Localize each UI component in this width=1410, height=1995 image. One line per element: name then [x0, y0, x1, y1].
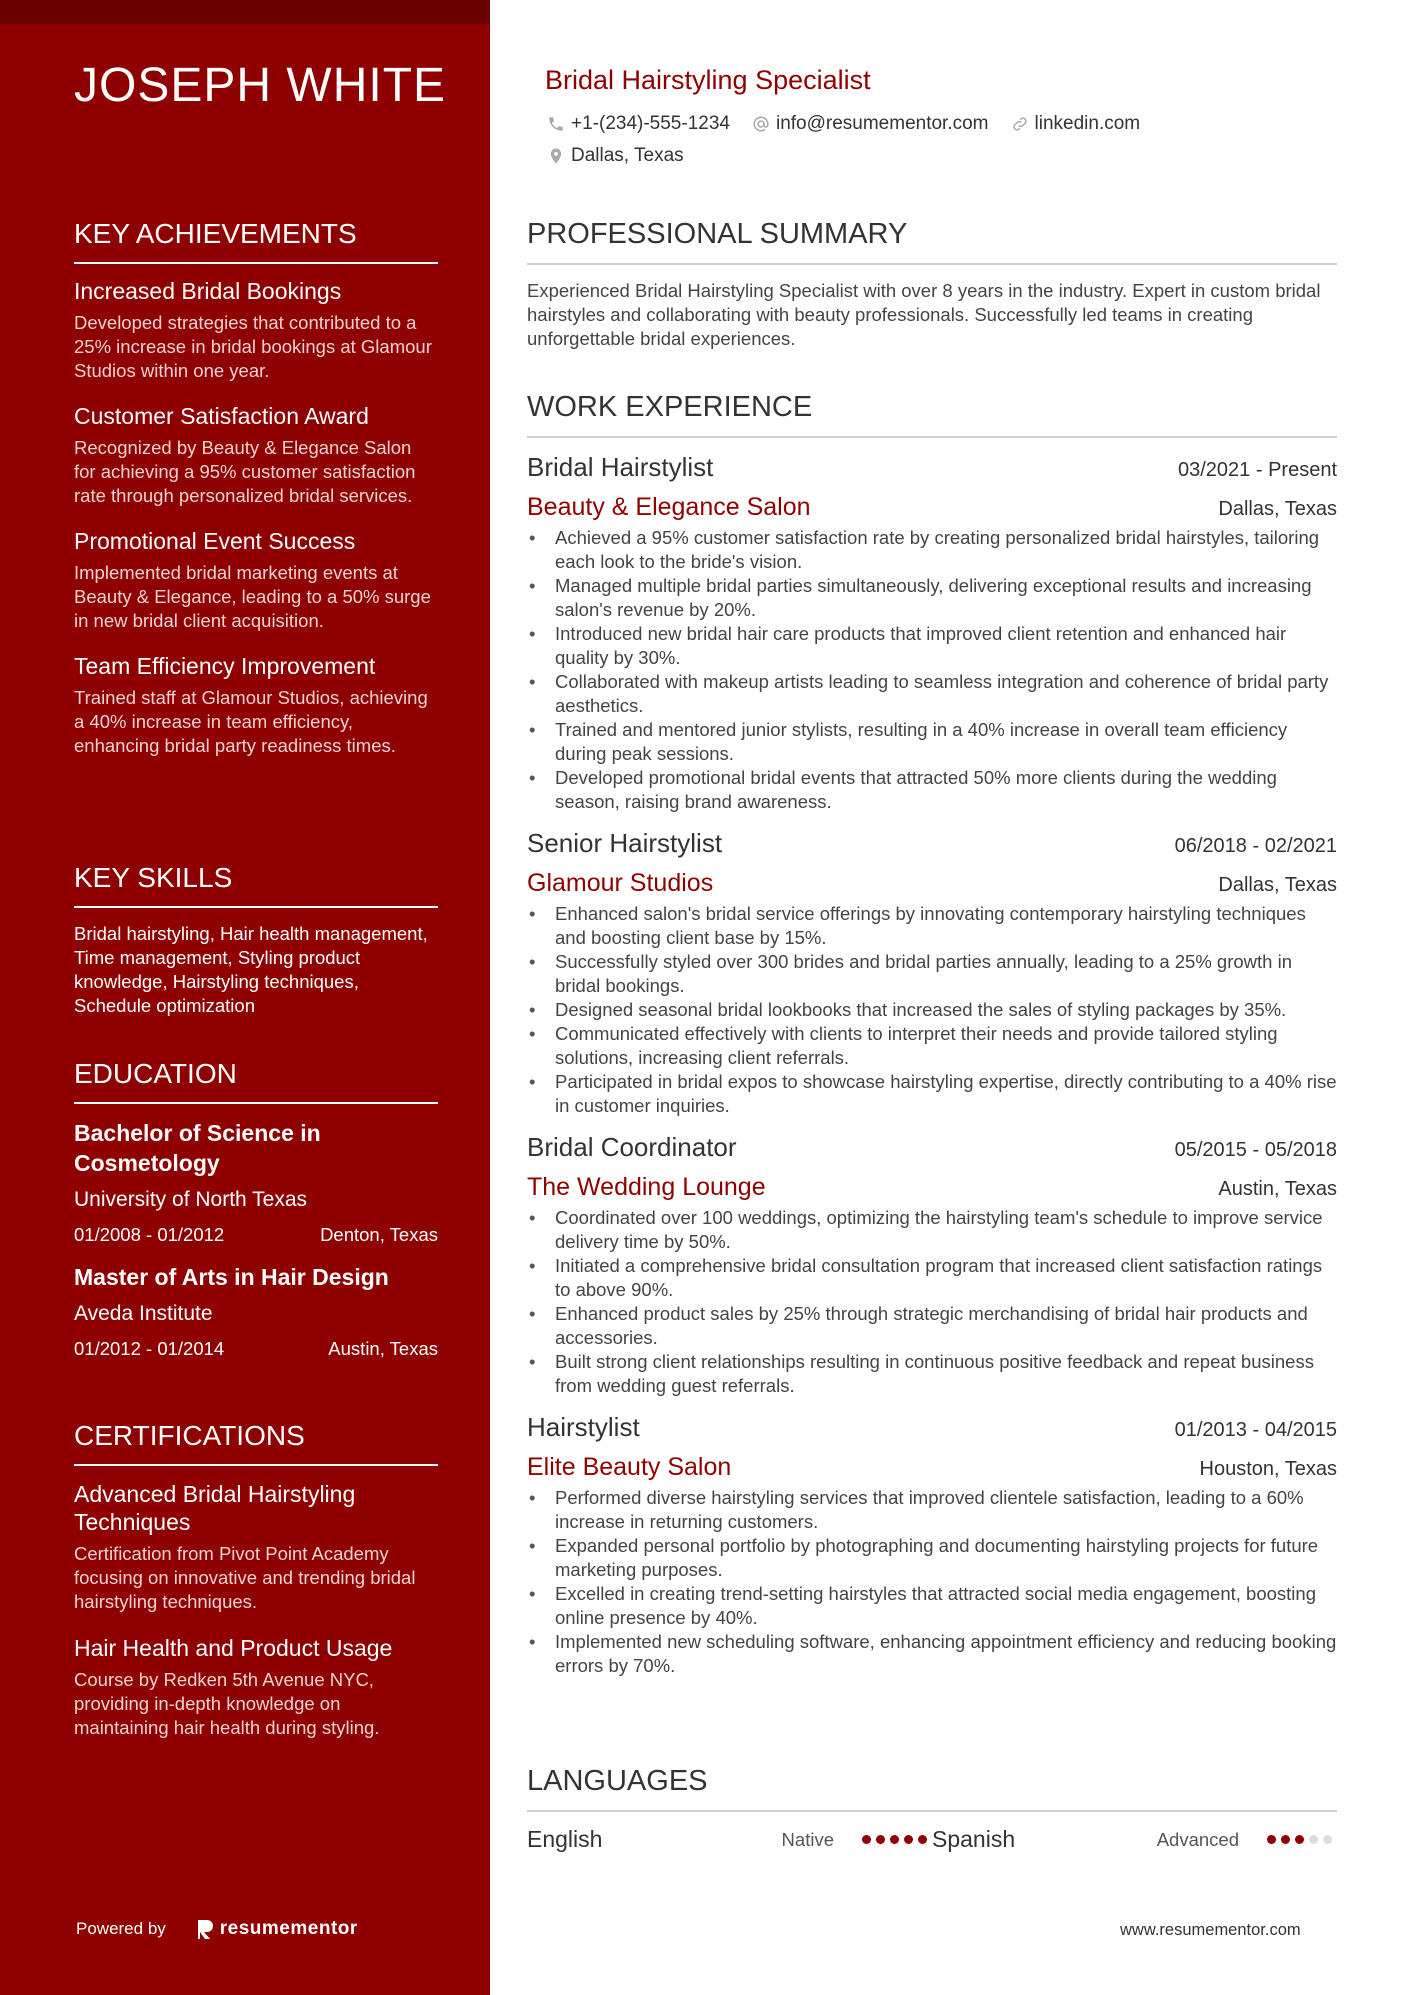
footer-url[interactable]: www.resumementor.com — [1120, 1921, 1301, 1939]
rating-dot — [1267, 1835, 1276, 1844]
certification-title: Advanced Bridal Hairstyling Techniques — [74, 1481, 356, 1535]
powered-by-label: Powered by — [76, 1919, 166, 1938]
contact-email[interactable] — [752, 113, 989, 135]
education-item — [74, 1262, 438, 1360]
job-location: Dallas, Texas — [1218, 498, 1337, 520]
achievement-item — [74, 278, 438, 383]
certification-title: Hair Health and Product Usage — [74, 1635, 393, 1661]
job-bullet: • Designed seasonal bridal lookbooks that increased the sales of styling packages by 35%. — [527, 998, 1337, 1022]
rating-dot — [918, 1835, 927, 1844]
education-school: University of North Texas — [74, 1188, 308, 1211]
education-location: Denton, Texas — [320, 1224, 438, 1245]
job-role: Bridal Coordinator — [527, 1132, 737, 1162]
job-title: Bridal Hairstyling Specialist — [545, 65, 871, 95]
achievement-item — [74, 528, 438, 633]
job-header — [527, 1132, 1337, 1163]
at-icon — [752, 115, 770, 133]
education-meta — [74, 1224, 438, 1246]
job-dates: 01/2013 - 04/2015 — [1174, 1419, 1337, 1441]
job-bullet: • Managed multiple bridal parties simultaneously, delivering exceptional results and increasing salon's revenue by 20%. — [527, 574, 1337, 622]
achievement-description: Trained staff at Glamour Studios, achieving a 40% increase in team efficiency, enhancing bridal party readiness times. — [74, 687, 428, 756]
language-rating — [862, 1835, 932, 1844]
certifications-section — [74, 1420, 438, 1760]
job-bullet: • Developed promotional bridal events that attracted 50% more clients during the wedding season, raising brand awareness. — [527, 766, 1337, 814]
sidebar — [0, 0, 490, 1995]
job-bullets — [527, 902, 1337, 1118]
job-company: Beauty & Elegance Salon — [527, 493, 811, 521]
job-bullet: • Built strong client relationships resulting in continuous positive feedback and repeat business from wedding guest referrals. — [527, 1350, 1337, 1398]
achievement-title: Promotional Event Success — [74, 528, 356, 554]
achievements-heading: KEY ACHIEVEMENTS — [74, 218, 438, 264]
job-entry — [527, 452, 1337, 814]
job-bullet: • Implemented new scheduling software, enhancing appointment efficiency and reducing booking errors by 70%. — [527, 1630, 1337, 1678]
job-company: Glamour Studios — [527, 869, 714, 897]
rating-dot — [1323, 1835, 1332, 1844]
job-subheader — [527, 493, 1337, 522]
job-bullet: • Expanded personal portfolio by photographing and documenting hairstyling projects for future marketing purposes. — [527, 1534, 1337, 1582]
job-bullet: • Initiated a comprehensive bridal consultation program that increased client satisfaction ratings to above 90%. — [527, 1254, 1337, 1302]
achievement-description: Implemented bridal marketing events at Beauty & Elegance, leading to a 50% surge in new bridal client acquisition. — [74, 562, 431, 631]
achievement-description: Developed strategies that contributed to a 25% increase in bridal bookings at Glamour Studios within one year. — [74, 312, 432, 381]
job-bullet: • Enhanced product sales by 25% through strategic merchandising of bridal hair products and accessories. — [527, 1302, 1337, 1350]
achievements-section — [74, 218, 438, 778]
language-level: Advanced — [1156, 1828, 1239, 1850]
job-subheader — [527, 869, 1337, 898]
location-pin-icon — [547, 147, 565, 165]
rating-dot — [904, 1835, 913, 1844]
experience-heading: WORK EXPERIENCE — [527, 391, 1337, 438]
job-bullet: • Successfully styled over 300 brides and bridal parties annually, leading to a 25% growth in bridal bookings. — [527, 950, 1337, 998]
languages-section — [527, 1765, 1337, 1853]
education-item — [74, 1118, 438, 1246]
experience-section — [527, 391, 1337, 1692]
education-heading: EDUCATION — [74, 1058, 438, 1104]
education-dates: 01/2008 - 01/2012 — [74, 1224, 225, 1245]
achievement-item — [74, 403, 438, 508]
job-bullet: • Participated in bridal expos to showcase hairstyling expertise, directly contributing to a 40% rise in customer inquiries. — [527, 1070, 1337, 1118]
job-bullet: • Enhanced salon's bridal service offerings by innovating contemporary hairstyling techniques and boosting client base by 15%. — [527, 902, 1337, 950]
job-bullets — [527, 526, 1337, 814]
link-icon — [1011, 115, 1029, 133]
certification-description: Course by Redken 5th Avenue NYC, providing in-depth knowledge on maintaining hair health during styling. — [74, 1669, 380, 1738]
achievement-title: Team Efficiency Improvement — [74, 653, 376, 679]
job-bullets — [527, 1206, 1337, 1398]
achievement-title: Increased Bridal Bookings — [74, 278, 342, 304]
education-degree: Bachelor of Science in Cosmetology — [74, 1120, 321, 1176]
location-text: Dallas, Texas — [571, 145, 684, 166]
job-company: The Wedding Lounge — [527, 1173, 766, 1201]
job-dates: 06/2018 - 02/2021 — [1174, 835, 1337, 857]
job-bullet: • Trained and mentored junior stylists, resulting in a 40% increase in overall team efficiency during peak sessions. — [527, 718, 1337, 766]
education-dates: 01/2012 - 01/2014 — [74, 1338, 225, 1359]
contact-info — [547, 113, 1337, 177]
job-bullet: • Coordinated over 100 weddings, optimizing the hairstyling team's schedule to improve service delivery time by 50%. — [527, 1206, 1337, 1254]
certifications-list — [74, 1480, 438, 1740]
job-role: Bridal Hairstylist — [527, 452, 714, 482]
achievement-description: Recognized by Beauty & Elegance Salon for achieving a 95% customer satisfaction rate through personalized bridal services. — [74, 437, 416, 506]
candidate-name: JOSEPH WHITE — [74, 59, 447, 112]
linkedin-text: linkedin.com — [1034, 113, 1141, 134]
language-item — [932, 1826, 1337, 1853]
job-bullet: • Introduced new bridal hair care products that improved client retention and enhanced hair quality by 30%. — [527, 622, 1337, 670]
contact-phone[interactable] — [547, 113, 730, 135]
job-company: Elite Beauty Salon — [527, 1453, 732, 1481]
summary-heading: PROFESSIONAL SUMMARY — [527, 218, 1337, 265]
summary-section — [527, 218, 1337, 351]
job-location: Houston, Texas — [1199, 1458, 1337, 1480]
education-degree: Master of Arts in Hair Design — [74, 1264, 389, 1290]
languages-list — [527, 1826, 1337, 1853]
job-location: Austin, Texas — [1218, 1178, 1337, 1200]
job-bullet: • Collaborated with makeup artists leading to seamless integration and coherence of bridal party aesthetics. — [527, 670, 1337, 718]
skills-text: Bridal hairstyling, Hair health management, Time management, Styling product knowledge, Hairstyling techniques, Schedule optimization — [74, 923, 428, 1016]
brand-icon — [196, 1918, 214, 1940]
languages-heading: LANGUAGES — [527, 1765, 1337, 1812]
job-subheader — [527, 1173, 1337, 1202]
rating-dot — [1281, 1835, 1290, 1844]
brand-logo[interactable] — [196, 1918, 358, 1940]
language-name: English — [527, 1826, 603, 1852]
achievements-list — [74, 278, 438, 758]
powered-by — [76, 1918, 358, 1940]
education-section — [74, 1058, 438, 1376]
education-school: Aveda Institute — [74, 1302, 213, 1325]
rating-dot — [1295, 1835, 1304, 1844]
language-name: Spanish — [932, 1826, 1016, 1852]
certification-description: Certification from Pivot Point Academy focusing on innovative and trending bridal hairstyling techniques. — [74, 1543, 416, 1612]
job-bullet: • Performed diverse hairstyling services that improved clientele satisfaction, leading to a 60% increase in returning customers. — [527, 1486, 1337, 1534]
job-bullet: • Achieved a 95% customer satisfaction rate by creating personalized bridal hairstyles, tailoring each look to the bride's vision. — [527, 526, 1337, 574]
certification-item — [74, 1634, 438, 1740]
job-header — [527, 452, 1337, 483]
job-bullets — [527, 1486, 1337, 1678]
summary-text: Experienced Bridal Hairstyling Specialist with over 8 years in the industry. Expert in custom bridal hairstyles and collaborating with beauty professionals. Successfully led teams in creating unforgettable bridal experiences. — [527, 280, 1321, 349]
job-entry — [527, 828, 1337, 1118]
job-header — [527, 1412, 1337, 1443]
rating-dot — [876, 1835, 885, 1844]
rating-dot — [890, 1835, 899, 1844]
job-header — [527, 828, 1337, 859]
sidebar-top-bar — [0, 0, 490, 24]
certification-item — [74, 1480, 438, 1614]
achievement-title: Customer Satisfaction Award — [74, 403, 369, 429]
phone-text: +1-(234)-555-1234 — [571, 113, 730, 134]
achievement-item — [74, 653, 438, 758]
job-role: Senior Hairstylist — [527, 828, 723, 858]
rating-dot — [862, 1835, 871, 1844]
skills-section — [74, 862, 438, 1018]
rating-dot — [1309, 1835, 1318, 1844]
job-dates: 05/2015 - 05/2018 — [1174, 1139, 1337, 1161]
education-meta — [74, 1338, 438, 1360]
job-bullet: • Excelled in creating trend-setting hairstyles that attracted social media engagement, boosting online presence by 40%. — [527, 1582, 1337, 1630]
contact-location — [547, 145, 684, 167]
education-location: Austin, Texas — [328, 1338, 438, 1359]
email-text: info@resumementor.com — [775, 113, 989, 134]
job-dates: 03/2021 - Present — [1178, 459, 1337, 481]
language-rating — [1267, 1835, 1337, 1844]
certifications-heading: CERTIFICATIONS — [74, 1420, 438, 1466]
job-subheader — [527, 1453, 1337, 1482]
job-location: Dallas, Texas — [1218, 874, 1337, 896]
phone-icon — [547, 115, 565, 133]
language-item — [527, 1826, 932, 1853]
education-list — [74, 1118, 438, 1360]
job-role: Hairstylist — [527, 1412, 640, 1442]
contact-linkedin[interactable] — [1011, 113, 1141, 135]
brand-name: resumementor — [219, 1918, 358, 1939]
job-bullet: • Communicated effectively with clients to interpret their needs and provide tailored styling solutions, increasing client referrals. — [527, 1022, 1337, 1070]
job-entry — [527, 1412, 1337, 1678]
job-list — [527, 452, 1337, 1678]
job-entry — [527, 1132, 1337, 1398]
skills-heading: KEY SKILLS — [74, 862, 438, 908]
language-level: Native — [781, 1828, 834, 1850]
